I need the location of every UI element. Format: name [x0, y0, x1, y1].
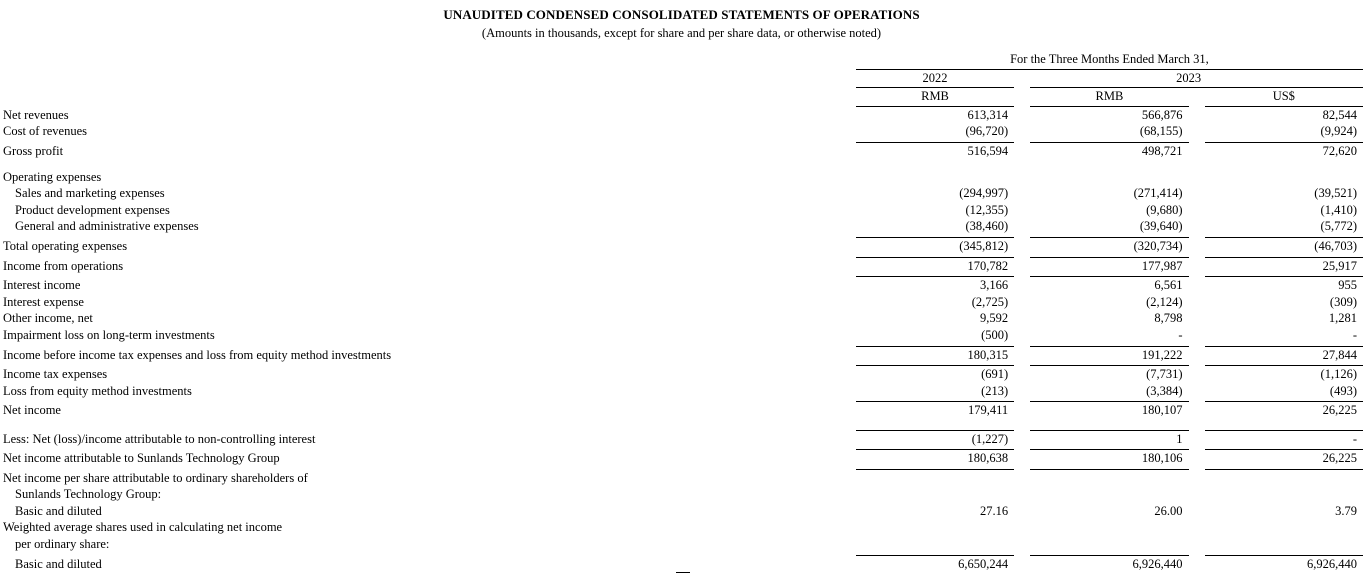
row-value-2023-rmb: (271,414): [1133, 186, 1183, 201]
row-value-2023-usd: [1205, 519, 1363, 536]
spacer-cell: [1014, 419, 1030, 428]
row-value-2022-rmb: 180,638: [967, 451, 1009, 466]
row-label: Interest income: [3, 278, 81, 293]
row-label: General and administrative expenses: [15, 219, 199, 234]
spacer-cell: [1189, 277, 1205, 294]
row-value-2023-usd: [1205, 419, 1363, 428]
row-label: [0, 160, 850, 169]
spacer-cell: [0, 69, 850, 86]
spacer-cell: [1189, 346, 1205, 363]
table-row: [0, 450, 1363, 467]
table-row: [0, 310, 1363, 327]
row-value-2022-rmb: (345,812): [959, 238, 1009, 253]
row-value-2023-rmb: [1030, 486, 1188, 503]
spacer-cell: [1014, 503, 1030, 520]
row-label: Interest expense: [3, 294, 84, 309]
page-subtitle: (Amounts in thousands, except for share and per share data, or otherwise noted): [481, 26, 882, 40]
row-value-2022-rmb: (12,355): [965, 202, 1009, 217]
spacer-cell: [1189, 169, 1205, 186]
document-page: [0, 7, 1363, 577]
spacer-cell: [1189, 450, 1205, 467]
row-value-2023-rmb: 6,926,440: [1132, 556, 1183, 571]
row-value-2022-rmb: [856, 470, 1014, 487]
spacer-cell: [1014, 237, 1030, 254]
table-row: [0, 346, 1363, 363]
row-label: Net revenues: [3, 107, 69, 122]
row-label: Impairment loss on long-term investments: [3, 327, 215, 342]
spacer-row: [0, 160, 1363, 169]
spacer-cell: [1189, 383, 1205, 400]
row-value-2023-usd: (1,410): [1320, 202, 1357, 217]
row-value-2023-usd: 6,926,440: [1307, 556, 1357, 571]
page-title: UNAUDITED CONDENSED CONSOLIDATED STATEMENTS OF OPERATIONS: [443, 7, 920, 22]
spacer-cell: [1189, 88, 1205, 105]
row-value-2023-rmb: [1030, 419, 1188, 428]
spacer-cell: [1189, 218, 1205, 235]
spacer-cell: [1014, 257, 1030, 274]
table-row: [0, 327, 1363, 344]
row-label: Other income, net: [3, 311, 93, 326]
row-value-2023-usd: 26,225: [1322, 403, 1357, 418]
row-label: Basic and diluted: [15, 503, 102, 518]
row-label: Gross profit: [3, 143, 64, 158]
row-label: [0, 419, 850, 428]
row-label: Cost of revenues: [3, 124, 88, 139]
row-label: Income tax expenses: [3, 367, 108, 382]
spacer-cell: [1189, 237, 1205, 254]
row-value-2022-rmb: [856, 169, 1014, 186]
currency-header-rmb-2023: RMB: [1095, 89, 1124, 104]
spacer-cell: [1189, 257, 1205, 274]
row-value-2023-rmb: [1030, 169, 1188, 186]
currency-header-row: [0, 88, 1363, 105]
spacer-cell: [1189, 142, 1205, 159]
year-header-row: [0, 69, 1363, 86]
row-value-2023-rmb: (68,155): [1139, 124, 1183, 139]
table-row: [0, 402, 1363, 419]
spacer-cell: [1189, 503, 1205, 520]
spacer-cell: [1014, 519, 1030, 536]
spacer-cell: [1014, 327, 1030, 344]
row-value-2023-usd: -: [1352, 327, 1357, 342]
row-label: Total operating expenses: [3, 238, 128, 253]
row-value-2022-rmb: 170,782: [967, 258, 1009, 273]
row-value-2023-rmb: 566,876: [1141, 107, 1183, 122]
row-value-2023-rmb: [1030, 519, 1188, 536]
spacer-cell: [1014, 486, 1030, 503]
spacer-cell: [1014, 123, 1030, 140]
row-value-2023-usd: [1205, 536, 1363, 553]
row-value-2023-usd: 955: [1338, 278, 1357, 293]
row-value-2022-rmb: (38,460): [965, 219, 1009, 234]
row-value-2023-usd: 1,281: [1328, 311, 1357, 326]
spacer-cell: [1014, 536, 1030, 553]
currency-header-rmb-2022: RMB: [921, 89, 949, 104]
spacer-cell: [0, 88, 850, 105]
table-row: [0, 294, 1363, 311]
row-value-2023-rmb: (3,384): [1146, 383, 1183, 398]
spacer-cell: [1189, 160, 1205, 169]
row-value-2023-usd: (46,703): [1314, 238, 1357, 253]
row-value-2023-usd: (39,521): [1314, 186, 1357, 201]
row-label: Less: Net (loss)/income attributable to non-controlling interest: [3, 431, 316, 446]
spacer-cell: [1189, 185, 1205, 202]
spacer-cell: [1189, 310, 1205, 327]
row-label: Income from operations: [3, 258, 124, 273]
row-value-2023-rmb: 180,107: [1141, 403, 1183, 418]
row-label: Weighted average shares used in calculating net income: [3, 520, 283, 535]
row-value-2022-rmb: (213): [981, 383, 1009, 398]
table-row: [0, 123, 1363, 140]
row-value-2022-rmb: 9,592: [980, 311, 1009, 326]
row-value-2023-rmb: (320,734): [1133, 238, 1183, 253]
row-label: Basic and diluted: [15, 556, 102, 571]
row-value-2022-rmb: (96,720): [965, 124, 1009, 139]
spacer-cell: [1014, 106, 1030, 123]
row-value-2023-usd: [1205, 486, 1363, 503]
row-value-2022-rmb: [856, 536, 1014, 553]
row-value-2023-rmb: (7,731): [1146, 367, 1183, 382]
spacer-cell: [1189, 536, 1205, 553]
page-bottom-mark: [676, 572, 690, 577]
row-value-2022-rmb: 6,650,244: [958, 556, 1009, 571]
table-row: [0, 519, 1363, 536]
row-label: per ordinary share:: [15, 536, 110, 551]
table-row: [0, 218, 1363, 235]
row-value-2022-rmb: (2,725): [971, 294, 1009, 309]
row-value-2022-rmb: (691): [981, 367, 1009, 382]
table-row: [0, 430, 1363, 447]
year-header-2023: 2023: [1176, 70, 1202, 85]
row-label: Income before income tax expenses and loss from equity method investments: [3, 347, 392, 362]
row-value-2023-usd: 27,844: [1322, 347, 1357, 362]
row-label: Loss from equity method investments: [3, 383, 192, 398]
row-value-2023-rmb: 498,721: [1141, 143, 1183, 158]
row-label: Net income: [3, 403, 61, 418]
table-row: [0, 536, 1363, 553]
row-value-2022-rmb: (500): [981, 327, 1009, 342]
row-value-2023-usd: (1,126): [1320, 367, 1357, 382]
row-value-2023-usd: (309): [1329, 294, 1357, 309]
table-row: [0, 503, 1363, 520]
row-value-2023-usd: [1205, 169, 1363, 186]
row-value-2023-rmb: 191,222: [1141, 347, 1183, 362]
spacer-cell: [1014, 185, 1030, 202]
year-header-2022: 2022: [922, 70, 948, 85]
row-label: Sunlands Technology Group:: [15, 487, 162, 502]
spacer-cell: [1189, 123, 1205, 140]
row-label: Net income attributable to Sunlands Technology Group: [3, 451, 280, 466]
spacer-cell: [1014, 169, 1030, 186]
spacer-cell: [1189, 202, 1205, 219]
row-value-2023-rmb: 1: [1176, 431, 1183, 446]
row-value-2023-rmb: -: [1178, 327, 1183, 342]
row-label: Sales and marketing expenses: [15, 186, 165, 201]
row-label: Net income per share attributable to ordinary shareholders of: [3, 470, 308, 485]
row-value-2022-rmb: 613,314: [967, 107, 1009, 122]
financial-statement-table: [0, 51, 1363, 572]
spacer-cell: [1189, 402, 1205, 419]
spacer-cell: [0, 51, 850, 68]
row-value-2022-rmb: (294,997): [959, 186, 1009, 201]
spacer-cell: [1014, 160, 1030, 169]
row-value-2023-usd: (5,772): [1320, 219, 1357, 234]
spacer-cell: [1014, 470, 1030, 487]
spacer-cell: [1014, 402, 1030, 419]
table-row: [0, 277, 1363, 294]
spacer-cell: [1189, 106, 1205, 123]
table-row: [0, 237, 1363, 254]
row-value-2022-rmb: [856, 419, 1014, 428]
row-value-2023-usd: 82,544: [1322, 107, 1357, 122]
row-value-2023-rmb: 180,106: [1141, 451, 1183, 466]
spacer-cell: [1014, 142, 1030, 159]
spacer-cell: [1014, 88, 1030, 105]
row-value-2022-rmb: 27.16: [980, 503, 1009, 518]
table-row: [0, 383, 1363, 400]
currency-header-usd-2023: US$: [1272, 89, 1295, 104]
row-label: Operating expenses: [3, 169, 102, 184]
spacer-cell: [1189, 519, 1205, 536]
spacer-cell: [1189, 486, 1205, 503]
spacer-cell: [1014, 383, 1030, 400]
table-row: [0, 486, 1363, 503]
row-value-2022-rmb: [856, 486, 1014, 503]
spacer-cell: [1014, 346, 1030, 363]
row-value-2022-rmb: 179,411: [967, 403, 1009, 418]
spacer-cell: [1189, 470, 1205, 487]
spacer-cell: [1189, 419, 1205, 428]
spacer-cell: [1014, 450, 1030, 467]
row-value-2023-rmb: 6,561: [1154, 278, 1183, 293]
row-value-2023-usd: 25,917: [1322, 258, 1357, 273]
row-value-2023-usd: 26,225: [1322, 451, 1357, 466]
spacer-cell: [1014, 310, 1030, 327]
table-row: [0, 470, 1363, 487]
row-value-2022-rmb: 3,166: [980, 278, 1009, 293]
table-row: [0, 142, 1363, 159]
row-value-2023-rmb: [1030, 160, 1188, 169]
row-value-2023-usd: 3.79: [1335, 503, 1357, 518]
table-row: [0, 169, 1363, 186]
row-value-2023-usd: (9,924): [1320, 124, 1357, 139]
row-value-2022-rmb: [856, 519, 1014, 536]
table-row: [0, 185, 1363, 202]
table-row: [0, 257, 1363, 274]
spacer-cell: [1014, 218, 1030, 235]
row-value-2023-usd: (493): [1329, 383, 1357, 398]
row-value-2023-rmb: 177,987: [1141, 258, 1183, 273]
row-value-2022-rmb: [856, 160, 1014, 169]
row-value-2022-rmb: 516,594: [967, 143, 1009, 158]
spacer-cell: [1014, 277, 1030, 294]
row-value-2023-rmb: 8,798: [1154, 311, 1183, 326]
row-value-2023-usd: -: [1352, 431, 1357, 446]
row-value-2023-rmb: (2,124): [1146, 294, 1183, 309]
period-header-row: [0, 51, 1363, 68]
row-value-2023-rmb: [1030, 470, 1188, 487]
spacer-cell: [1014, 430, 1030, 447]
row-value-2022-rmb: 180,315: [967, 347, 1009, 362]
table-row: [0, 202, 1363, 219]
row-label: Product development expenses: [15, 202, 170, 217]
row-value-2022-rmb: (1,227): [971, 431, 1009, 446]
spacer-cell: [1014, 202, 1030, 219]
table-row: [0, 366, 1363, 383]
row-value-2023-rmb: (9,680): [1146, 202, 1183, 217]
spacer-cell: [1189, 294, 1205, 311]
row-value-2023-usd: [1205, 160, 1363, 169]
spacer-cell: [1189, 366, 1205, 383]
table-row: [0, 106, 1363, 123]
spacer-cell: [1014, 294, 1030, 311]
spacer-cell: [1014, 366, 1030, 383]
row-value-2023-rmb: [1030, 536, 1188, 553]
spacer-row: [0, 419, 1363, 428]
spacer-cell: [1189, 430, 1205, 447]
row-value-2023-usd: [1205, 470, 1363, 487]
spacer-cell: [1189, 327, 1205, 344]
row-value-2023-usd: 72,620: [1322, 143, 1357, 158]
row-value-2023-rmb: (39,640): [1139, 219, 1183, 234]
period-header: For the Three Months Ended March 31,: [1010, 52, 1209, 66]
row-value-2023-rmb: 26.00: [1154, 503, 1183, 518]
